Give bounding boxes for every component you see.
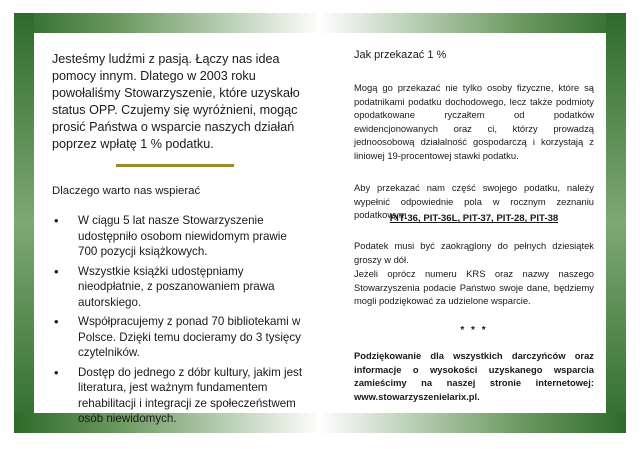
list-item [52,264,308,311]
list-item-text: W ciągu 5 lat nasze Stowarzyszenie udostępniło osobom niewidomym prawie 700 pozycji książkowych. [78,214,287,258]
frame-bottom-border [318,413,626,433]
list-item-text: Współpracujemy z ponad 70 bibliotekami w Polsce. Dzięki temu docieramy do 3 tysięcy czytelników. [78,315,301,359]
instructions-paragraph: Aby przekazać nam część swojego podatku, należy wypełnić odpowiednie pola w rocznym zeznaniu podatkowym [354,182,594,221]
list-item-text: Wszystkie książki udostępniamy nieodpłatnie, z poszanowaniem prawa autorskiego. [78,264,275,309]
bullet-icon: • [54,314,59,329]
why-support-heading: Dlaczego warto nas wspierać [52,185,201,197]
list-item [52,213,308,260]
reasons-list [52,213,308,431]
thanks-paragraph: Podziękowanie dla wszystkich darczyńców oraz informacje o wysokości uzyskanego wsparcia zamieścimy na naszej stronie internetowej: www.stowarzyszenielarix.pl. [354,350,594,402]
left-panel-content [34,33,322,425]
eligibility-paragraph: Mogą go przekazać nie tylko osoby fizyczne, które są podatnikami podatku dochodowego, lecz także podmioty opodatkowane ryczałtem od podatków ewidencjonowanych oraz ci, którzy prowadzą jednoosobową działalność gospodarczą i korzystają z liniowej 19-procentowej stawki podatku. [354,82,594,161]
pit-forms-list: PIT-36, PIT-36L, PIT-37, PIT-28, PIT-38 [389,213,559,224]
bullet-icon: • [54,364,59,380]
frame-right-border [606,13,626,433]
list-item [52,314,308,361]
intro-paragraph: Jesteśmy ludźmi z pasją. Łączy nas idea pomocy innym. Dlatego w 2003 roku powołaliśmy Stowarzyszenie, które uzyskało status OPP. Czujemy się wyróżnieni, mogąc prosić Państwa o wsparcie naszych działań poprzez wpłatę 1 % podatku. [52,52,300,151]
list-item [52,365,308,427]
list-item-text: Dostęp do jednego z dóbr kultury, jakim jest literatura, jest ważnym fundamentem rehabilitacji i integracji ze społeczeństwem osób niewidomych. [78,365,303,425]
personal-data-note: Jeżeli oprócz numeru KRS oraz nazwy naszego Stowarzyszenia podacie Państwo swoje dane, będziemy mogli podziękować za udzielone wsparcie. [354,268,594,307]
right-panel [318,13,626,433]
frame-top-border [14,13,322,33]
frame-top-border [318,13,626,33]
rounding-note: Podatek musi być zaokrąglony do pełnych dziesiątek groszy w dół. [354,240,594,265]
section-divider [116,164,234,167]
bullet-icon: • [54,213,59,228]
separator-stars: * * * [460,325,488,336]
right-panel-content [318,33,606,413]
bullet-icon: • [54,263,59,279]
how-to-donate-heading: Jak przekazać 1 % [354,49,447,61]
left-panel [14,13,322,433]
frame-left-border [14,13,34,433]
